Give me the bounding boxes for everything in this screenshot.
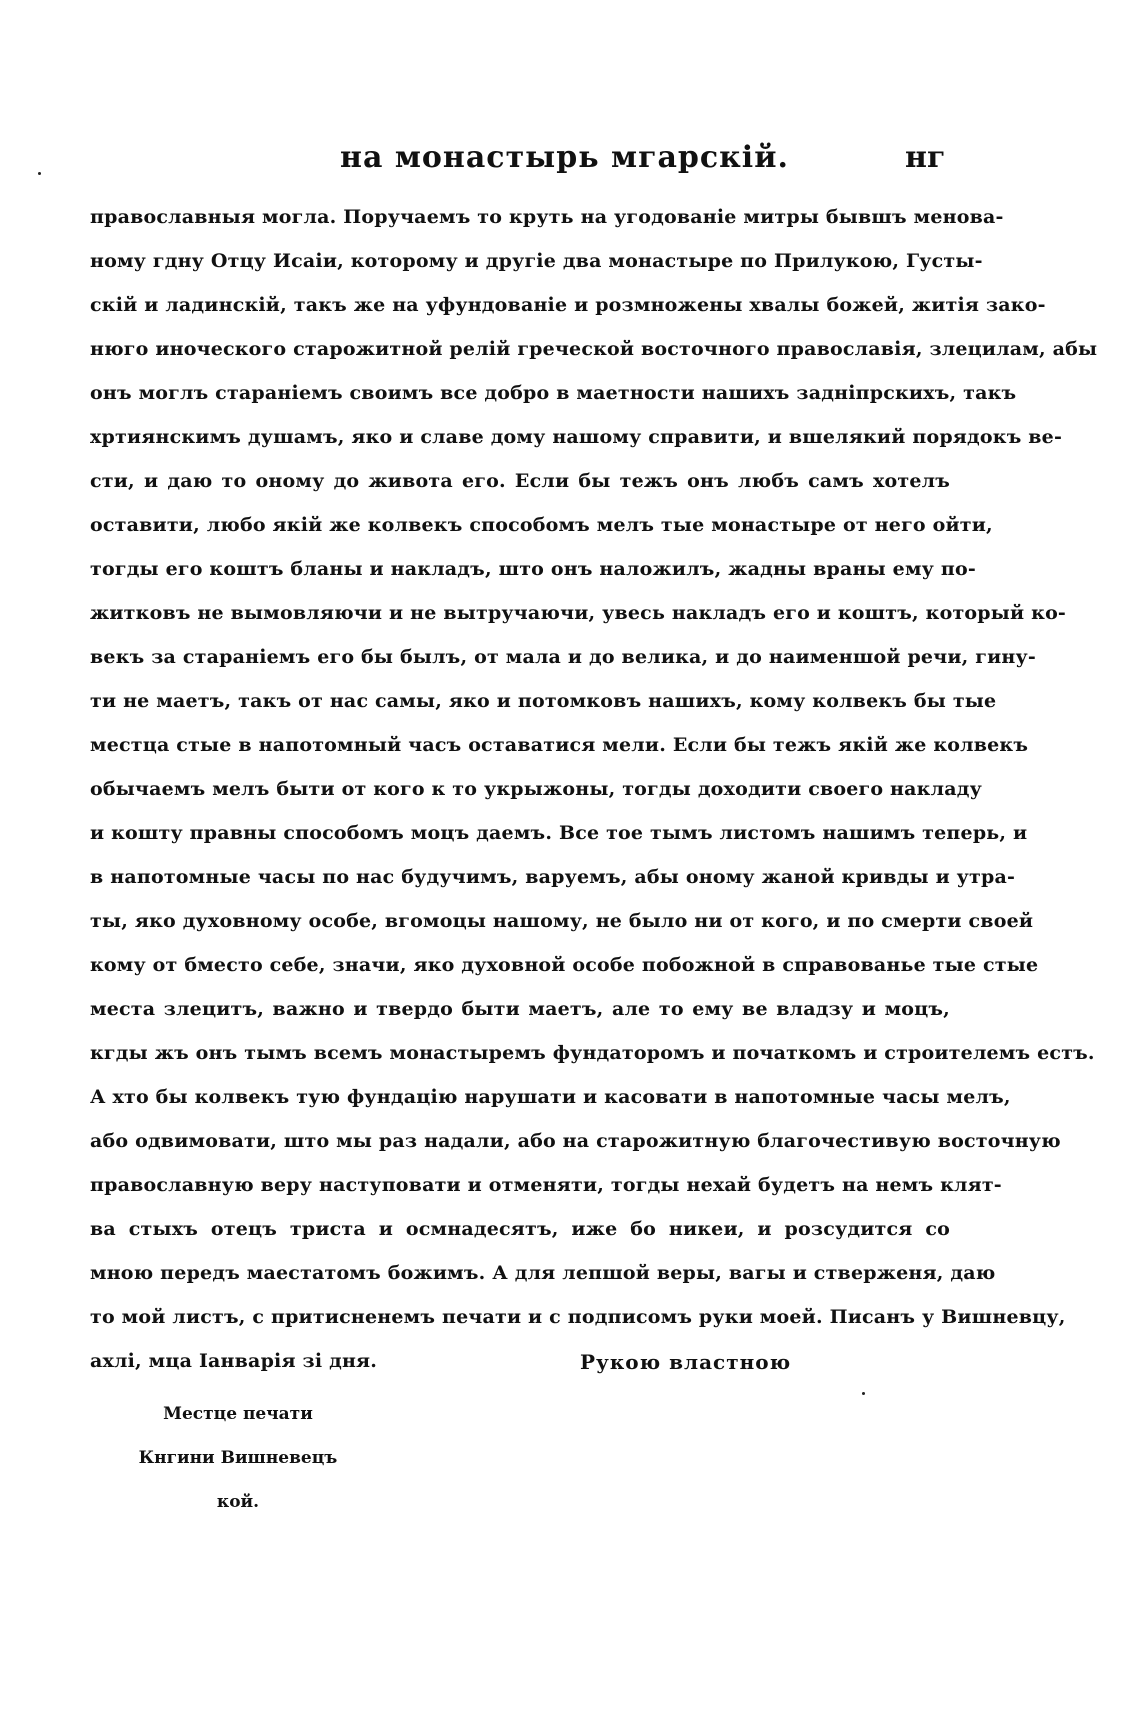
text-line: и кошту правны способомъ моцъ даемъ. Все тое тымъ листомъ нашимъ теперь, и (90, 822, 1028, 844)
text-line: обычаемъ мелъ быти от кого к то укрыжоны, тогды доходити своего накладу (90, 778, 982, 800)
text-line-date: ахлі, мца Іанварія зі дня. (90, 1350, 378, 1372)
text-line: хртиянскимъ душамъ, яко и славе дому нашому справити, и вшелякий порядокъ ве- (90, 426, 1063, 448)
text-line: житковъ не вымовляючи и не вытручаючи, увесь накладъ его и коштъ, который ко- (90, 602, 1067, 624)
text-line: православную веру наступовати и отменяти, тогды нехай будетъ на немъ клят- (90, 1174, 1002, 1196)
text-line: онъ моглъ стараніемъ своимъ все добро в маетности нашихъ задніпрскихъ, такъ (90, 382, 1017, 404)
page-title: на монастырь мгарскій. (340, 140, 789, 175)
seal-note (138, 1392, 338, 1524)
text-line: векъ за стараніемъ его бы былъ, от мала и до велика, и до наименшой речи, гину- (90, 646, 1036, 668)
text-line: скій и ладинскій, такъ же на уфундованіе и розмножены хвалы божей, житія зако- (90, 294, 1046, 316)
text-line: в напотомные часы по нас будучимъ, варуемъ, абы оному жаной кривды и утра- (90, 866, 1016, 888)
text-line: мною передъ маестатомъ божимъ. А для лепшой веры, вагы и стверженя, даю (90, 1262, 996, 1284)
text-line: ному гдну Отцу Исаіи, которому и другіе два монастыре по Прилукою, Густы- (90, 250, 983, 272)
text-line: тогды его коштъ бланы и накладъ, што онъ наложилъ, жадны враны ему по- (90, 558, 976, 580)
page-number: нг (905, 140, 946, 175)
seal-note-line: Кнгини Вишневецъ (138, 1448, 338, 1468)
text-line: ты, яко духовному особе, вгомоцы нашому, не было ни от кого, и по смерти своей (90, 910, 1034, 932)
text-line: або одвимовати, што мы раз надали, або на старожитную благочестивую восточную (90, 1130, 1061, 1152)
text-line: ва стыхъ отецъ триста и осмнадесятъ, иже бо никеи, и розсудится со (90, 1218, 950, 1240)
print-speck (38, 172, 41, 175)
signature: Рукою властною (580, 1350, 792, 1374)
text-line: места злецитъ, важно и твердо быти маетъ, але то ему ве владзу и моцъ, (90, 998, 950, 1020)
text-line: то мой листъ, с притисненемъ печати и с подписомъ руки моей. Писанъ у Вишневцу, (90, 1306, 1066, 1328)
text-line: местца стые в напотомный часъ оставатися мели. Если бы тежъ якій же колвекъ (90, 734, 1029, 756)
text-line: кгды жъ онъ тымъ всемъ монастыремъ фундаторомъ и початкомъ и строителемъ естъ. (90, 1042, 1095, 1064)
seal-note-line: кой. (216, 1492, 260, 1512)
seal-note-line: Местце печати (163, 1404, 313, 1424)
text-line: А хто бы колвекъ тую фундацію нарушати и касовати в напотомные часы мелъ, (90, 1086, 1011, 1108)
text-line: сти, и даю то оному до живота его. Если бы тежъ онъ любъ самъ хотелъ (90, 470, 950, 492)
text-line: оставити, любо якій же колвекъ способомъ мелъ тые монастыре от него ойти, (90, 514, 993, 536)
text-line: православныя могла. Поручаемъ то круть на угодованіе митры бывшъ менова- (90, 206, 1004, 228)
text-line: нюго иноческого старожитной релій греческой восточного православія, злецилам, абы (90, 338, 1098, 360)
text-line: ти не маетъ, такъ от нас самы, яко и потомковъ нашихъ, кому колвекъ бы тые (90, 690, 997, 712)
body-text (90, 195, 1098, 1383)
text-line: кому от бместо себе, значи, яко духовной особе побожной в справованье тые стые (90, 954, 1039, 976)
print-speck (862, 1392, 865, 1395)
